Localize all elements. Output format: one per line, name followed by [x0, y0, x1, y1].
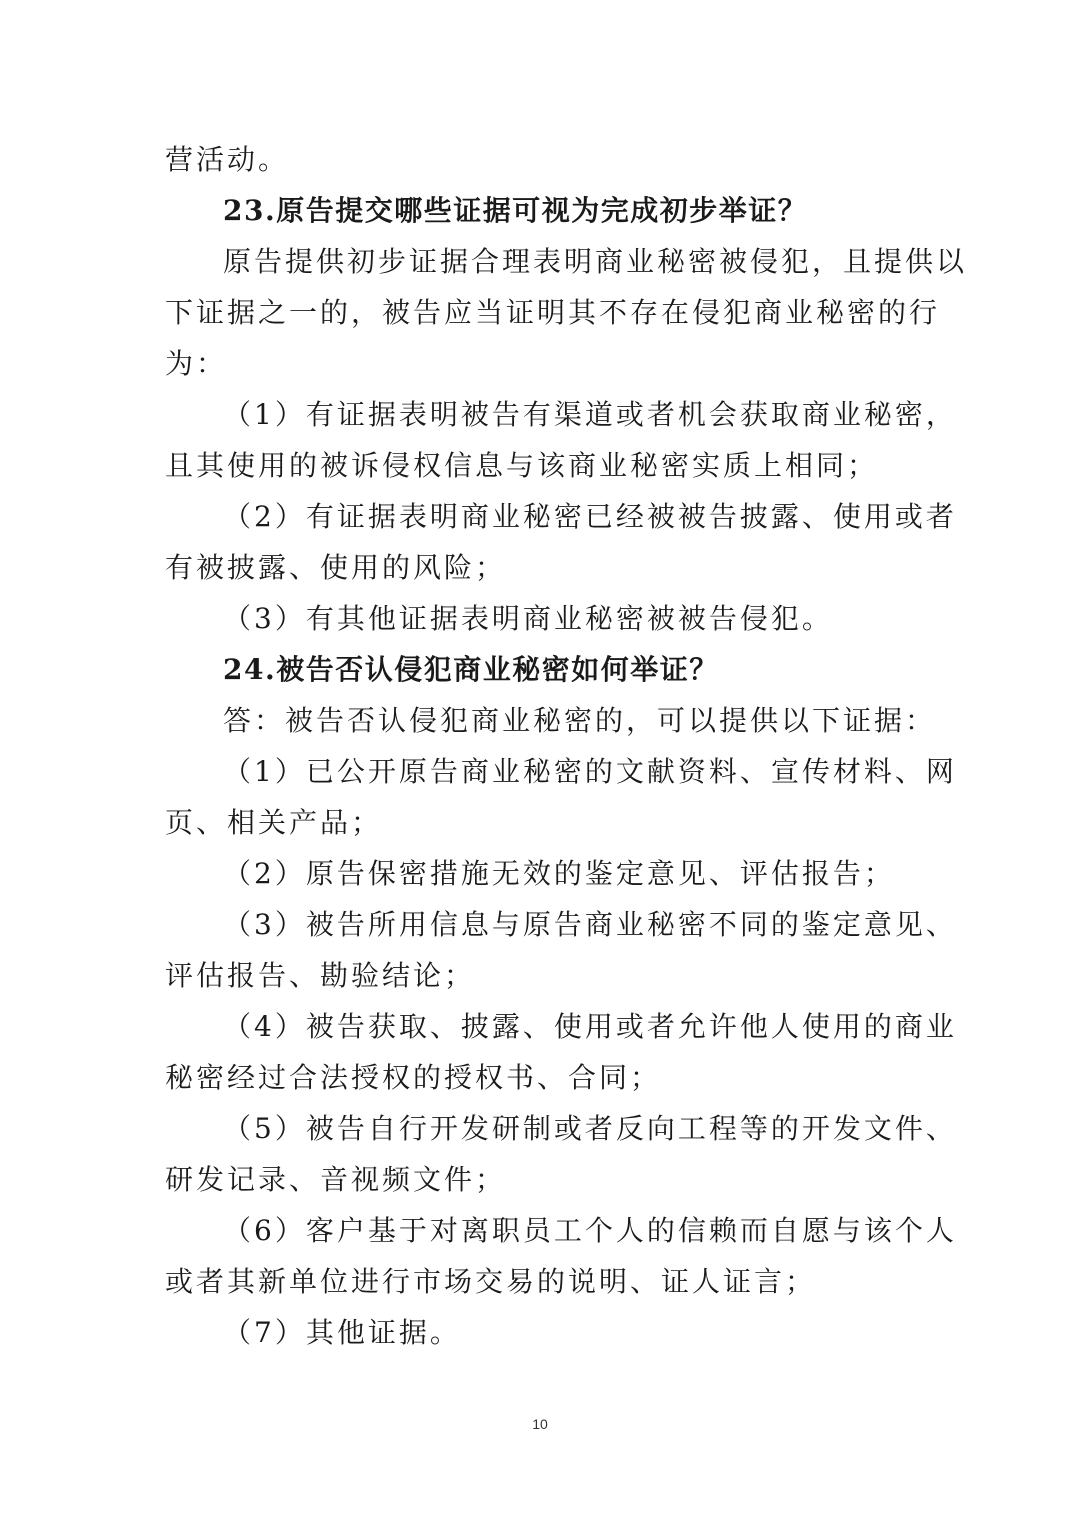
question-heading-24: 24.被告否认侵犯商业秘密如何举证？: [223, 653, 719, 686]
list-item-line: 有被披露、使用的风险；: [165, 551, 507, 584]
question-heading-23: 23.原告提交哪些证据可视为完成初步举证？: [223, 194, 808, 227]
list-item-line: （4）被告获取、披露、使用或者允许他人使用的商业: [223, 1010, 957, 1043]
answer-paragraph-line: 为：: [165, 347, 228, 380]
list-item-line: （3）有其他证据表明商业秘密被被告侵犯。: [223, 602, 833, 635]
answer-paragraph-line: 下证据之一的，被告应当证明其不存在侵犯商业秘密的行: [165, 296, 941, 329]
list-item-line: 或者其新单位进行市场交易的说明、证人证言；: [165, 1265, 817, 1298]
list-item-line: （2）原告保密措施无效的鉴定意见、评估报告；: [223, 857, 895, 890]
list-item-line: （5）被告自行开发研制或者反向工程等的开发文件、: [223, 1112, 957, 1145]
answer-paragraph-line: 答：被告否认侵犯商业秘密的，可以提供以下证据：: [223, 704, 937, 737]
answer-paragraph-line: 原告提供初步证据合理表明商业秘密被侵犯，且提供以: [223, 245, 968, 278]
list-item-line: （7）其他证据。: [223, 1316, 461, 1349]
list-item-line: （2）有证据表明商业秘密已经被被告披露、使用或者: [223, 500, 957, 533]
list-item-line: （3）被告所用信息与原告商业秘密不同的鉴定意见、: [223, 908, 957, 941]
paragraph-continuation: 营活动。: [165, 143, 290, 176]
list-item-line: 且其使用的被诉侵权信息与该商业秘密实质上相同；: [165, 449, 879, 482]
list-item-line: 研发记录、音视频文件；: [165, 1163, 507, 1196]
list-item-line: （1）已公开原告商业秘密的文献资料、宣传材料、网: [223, 755, 957, 788]
page-number: 10: [532, 1416, 548, 1432]
list-item-line: （1）有证据表明被告有渠道或者机会获取商业秘密，: [223, 398, 957, 431]
list-item-line: 秘密经过合法授权的授权书、合同；: [165, 1061, 662, 1094]
list-item-line: 评估报告、勘验结论；: [165, 959, 476, 992]
list-item-line: 页、相关产品；: [165, 806, 383, 839]
document-body: [165, 134, 968, 1358]
list-item-line: （6）客户基于对离职员工个人的信赖而自愿与该个人: [223, 1214, 957, 1247]
